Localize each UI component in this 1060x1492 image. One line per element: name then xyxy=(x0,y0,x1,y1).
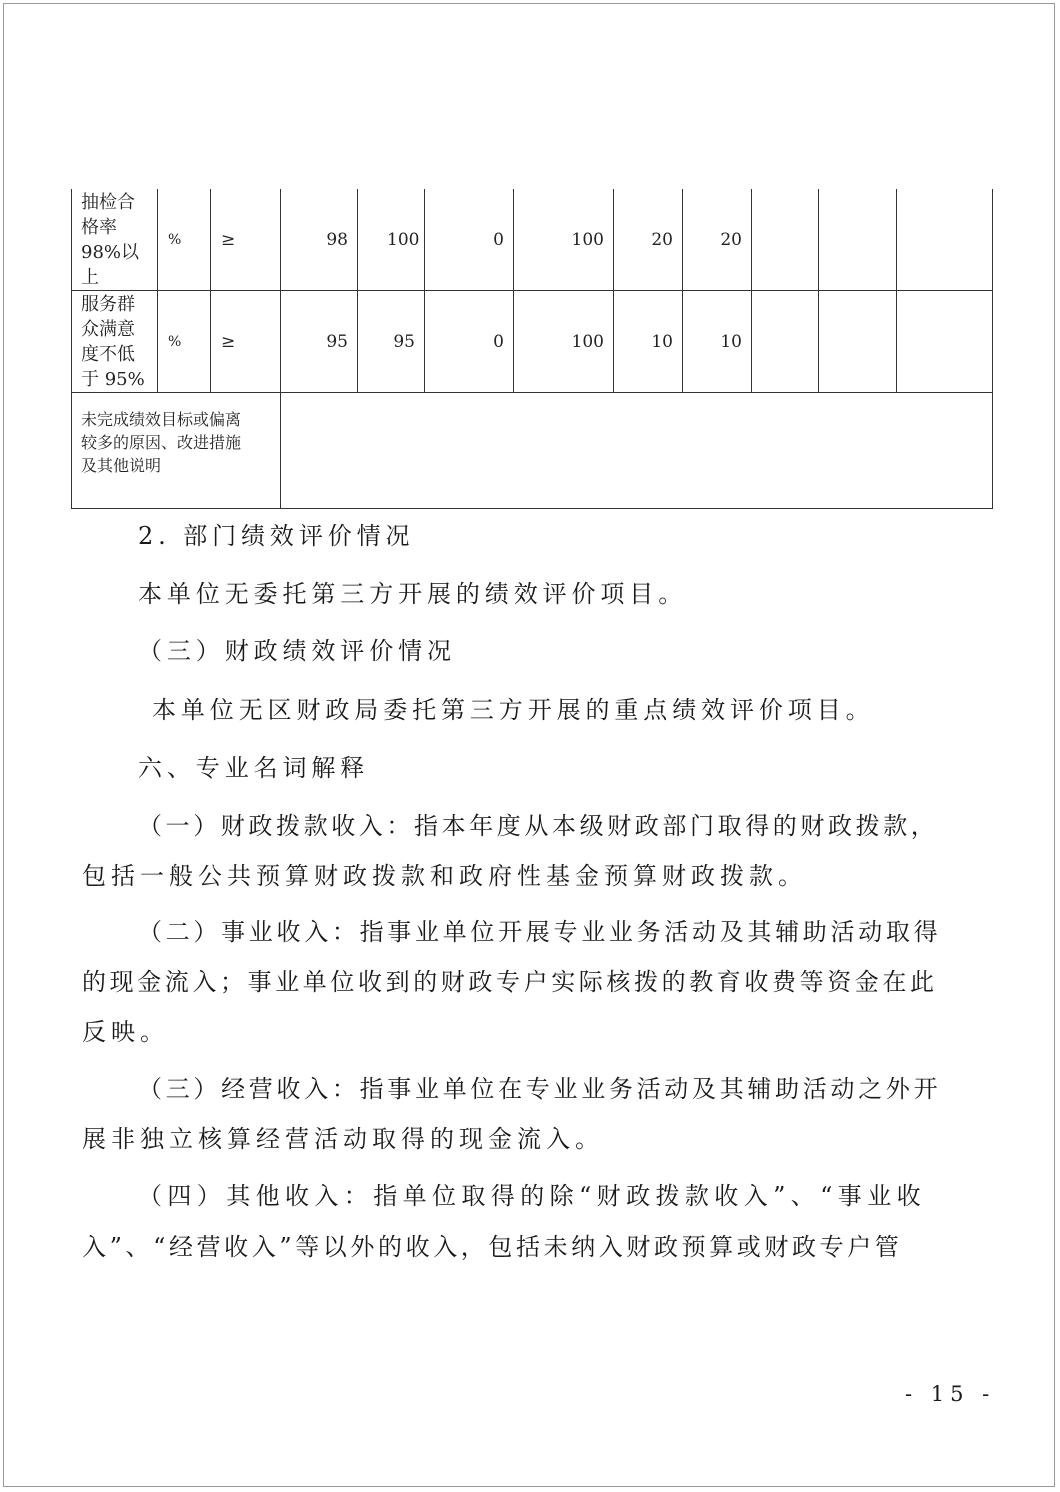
indicator-operator: ≥ xyxy=(211,291,281,393)
indicator-actual: 95 xyxy=(358,291,425,393)
paragraph-line: 包括一般公共预算财政拨款和政府性基金预算财政拨款。 xyxy=(82,862,807,890)
table-cell-empty xyxy=(752,291,819,393)
paragraph: 本单位无区财政局委托第三方开展的重点绩效评价项目。 xyxy=(152,696,875,724)
performance-table xyxy=(71,189,993,509)
table-cell-empty xyxy=(819,189,897,291)
indicator-deviation: 0 xyxy=(425,189,514,291)
indicator-weight: 10 xyxy=(614,291,683,393)
indicator-operator: ≥ xyxy=(211,189,281,291)
page-number: - 15 - xyxy=(905,1382,996,1406)
indicator-name: 服务群 众满意 度不低 于 95% xyxy=(72,291,158,393)
note-label: 未完成绩效目标或偏离 较多的原因、改进措施 及其他说明 xyxy=(72,393,281,509)
paragraph-line: （二）事业收入：指事业单位开展专业业务活动及其辅助活动取得 xyxy=(138,918,942,946)
paragraph-line: 的现金流入；事业单位收到的财政专户实际核拨的教育收费等资金在此 xyxy=(82,968,938,996)
indicator-score: 20 xyxy=(683,189,752,291)
indicator-unit: % xyxy=(158,291,211,393)
table-cell-empty xyxy=(897,291,993,393)
section-heading: （三）财政绩效评价情况 xyxy=(138,637,456,665)
indicator-target: 98 xyxy=(281,189,358,291)
indicator-actual: 100 xyxy=(358,189,425,291)
paragraph-line: 入”、“经营收入”等以外的收入，包括未纳入财政预算或财政专户管 xyxy=(82,1233,903,1261)
indicator-score: 10 xyxy=(683,291,752,393)
indicator-unit: % xyxy=(158,189,211,291)
section-heading: 2. 部门绩效评价情况 xyxy=(138,522,415,550)
paragraph: 本单位无委托第三方开展的绩效评价项目。 xyxy=(138,580,688,608)
indicator-completion: 100 xyxy=(514,189,614,291)
table-row xyxy=(72,291,993,393)
note-value xyxy=(281,393,993,509)
table-cell-empty xyxy=(752,189,819,291)
paragraph-line: 展非独立核算经营活动取得的现金流入。 xyxy=(82,1125,604,1153)
table-cell-empty xyxy=(819,291,897,393)
paragraph-line: （四）其他收入：指单位取得的除“财政拨款收入”、“事业收 xyxy=(138,1182,927,1210)
paragraph-line: 反映。 xyxy=(82,1018,169,1046)
table-row xyxy=(72,189,993,291)
table-cell-empty xyxy=(897,189,993,291)
indicator-completion: 100 xyxy=(514,291,614,393)
indicator-name: 抽检合 格率 98%以 上 xyxy=(72,189,158,291)
paragraph-line: （三）经营收入：指事业单位在专业业务活动及其辅助活动之外开 xyxy=(138,1075,942,1103)
indicator-deviation: 0 xyxy=(425,291,514,393)
indicator-weight: 20 xyxy=(614,189,683,291)
section-heading: 六、专业名词解释 xyxy=(138,754,370,782)
table-row-note xyxy=(72,393,993,509)
indicator-target: 95 xyxy=(281,291,358,393)
paragraph-line: （一）财政拨款收入：指本年度从本级财政部门取得的财政拨款， xyxy=(138,812,939,840)
